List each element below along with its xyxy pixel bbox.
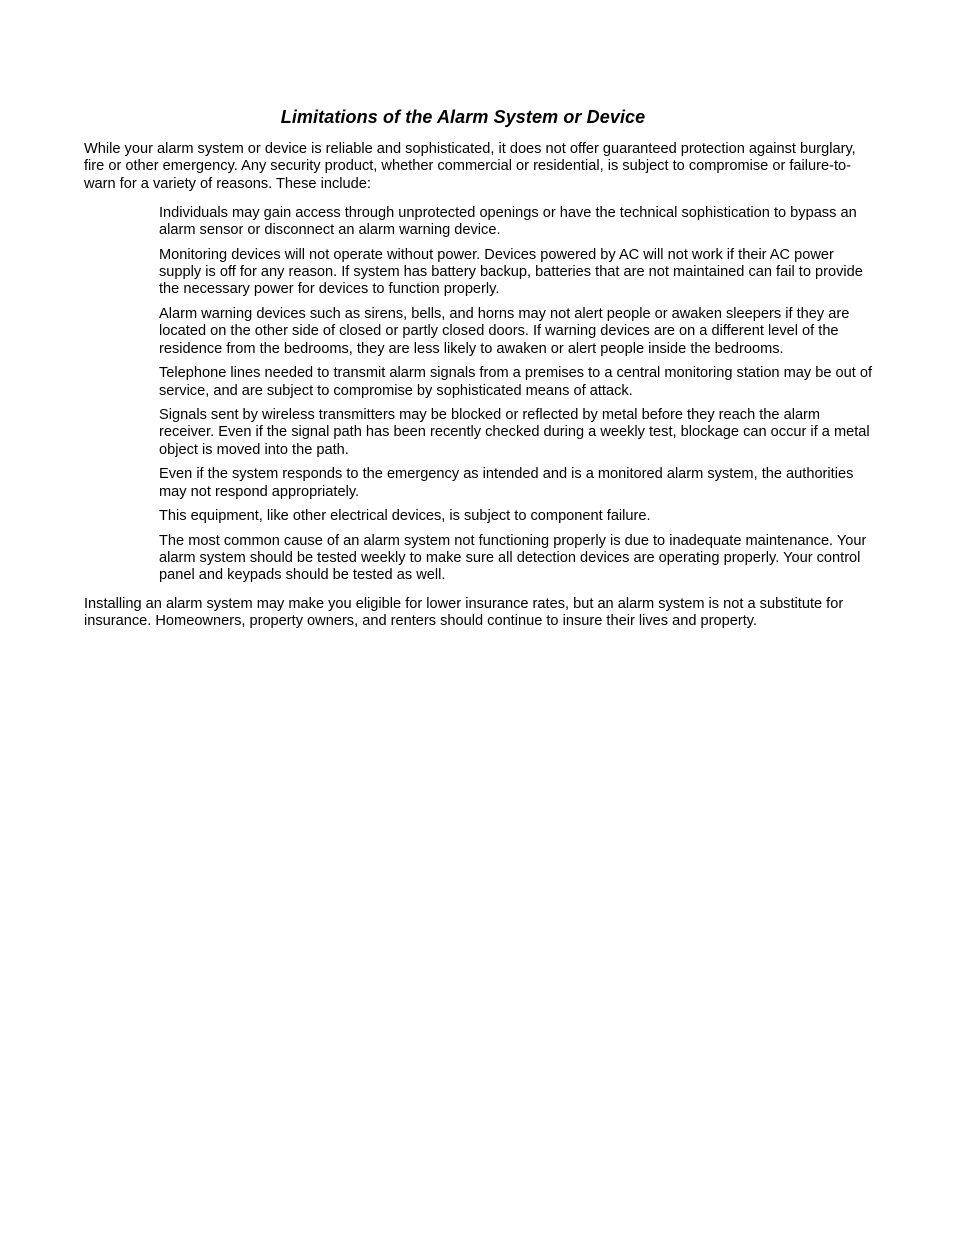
list-item: Monitoring devices will not operate without power. Devices powered by AC will not work if their AC power supply is off for any reason. If system has battery backup, batteries that are not maintained can fail to provide the necessary power for devices to function properly. <box>159 246 863 298</box>
list-item: The most common cause of an alarm system not functioning properly is due to inadequate maintenance. Your alarm system should be tested weekly to make sure all detection devices are operating properly. Your control panel and keypads should be tested as well. <box>159 532 867 584</box>
list-item: This equipment, like other electrical devices, is subject to component failure. <box>159 508 651 525</box>
page-title: Limitations of the Alarm System or Device <box>280 107 646 127</box>
limitations-list <box>159 205 874 592</box>
list-item: Signals sent by wireless transmitters may be blocked or reflected by metal before they reach the alarm receiver. Even if the signal path has been recently checked during a weekly test, blockage can occur if a metal object is moved into the path. <box>159 407 870 458</box>
list-item: Alarm warning devices such as sirens, bells, and horns may not alert people or awaken sleepers if they are located on the other side of closed or partly closed doors. If warning devices are on a different level of the residence from the bedrooms, they are less likely to awaken or alert people inside the bedrooms. <box>159 306 850 357</box>
list-item: Even if the system responds to the emergency as intended and is a monitored alarm system, the authorities may not respond appropriately. <box>159 466 854 500</box>
intro-paragraph: While your alarm system or device is reliable and sophisticated, it does not offer guaranteed protection against burglary, fire or other emergency. Any security product, whether commercial or residential, is subject to compromise or failure-to-warn for a variety of reasons. These include: <box>84 141 856 192</box>
list-item: Telephone lines needed to transmit alarm signals from a premises to a central monitoring station may be out of service, and are subject to compromise by sophisticated means of attack. <box>159 365 873 399</box>
closing-paragraph: Installing an alarm system may make you eligible for lower insurance rates, but an alarm system is not a substitute for insurance. Homeowners, property owners, and renters should continue to insure their lives and property. <box>84 596 844 630</box>
list-item: Individuals may gain access through unprotected openings or have the technical sophistication to bypass an alarm sensor or disconnect an alarm warning device. <box>159 205 857 239</box>
